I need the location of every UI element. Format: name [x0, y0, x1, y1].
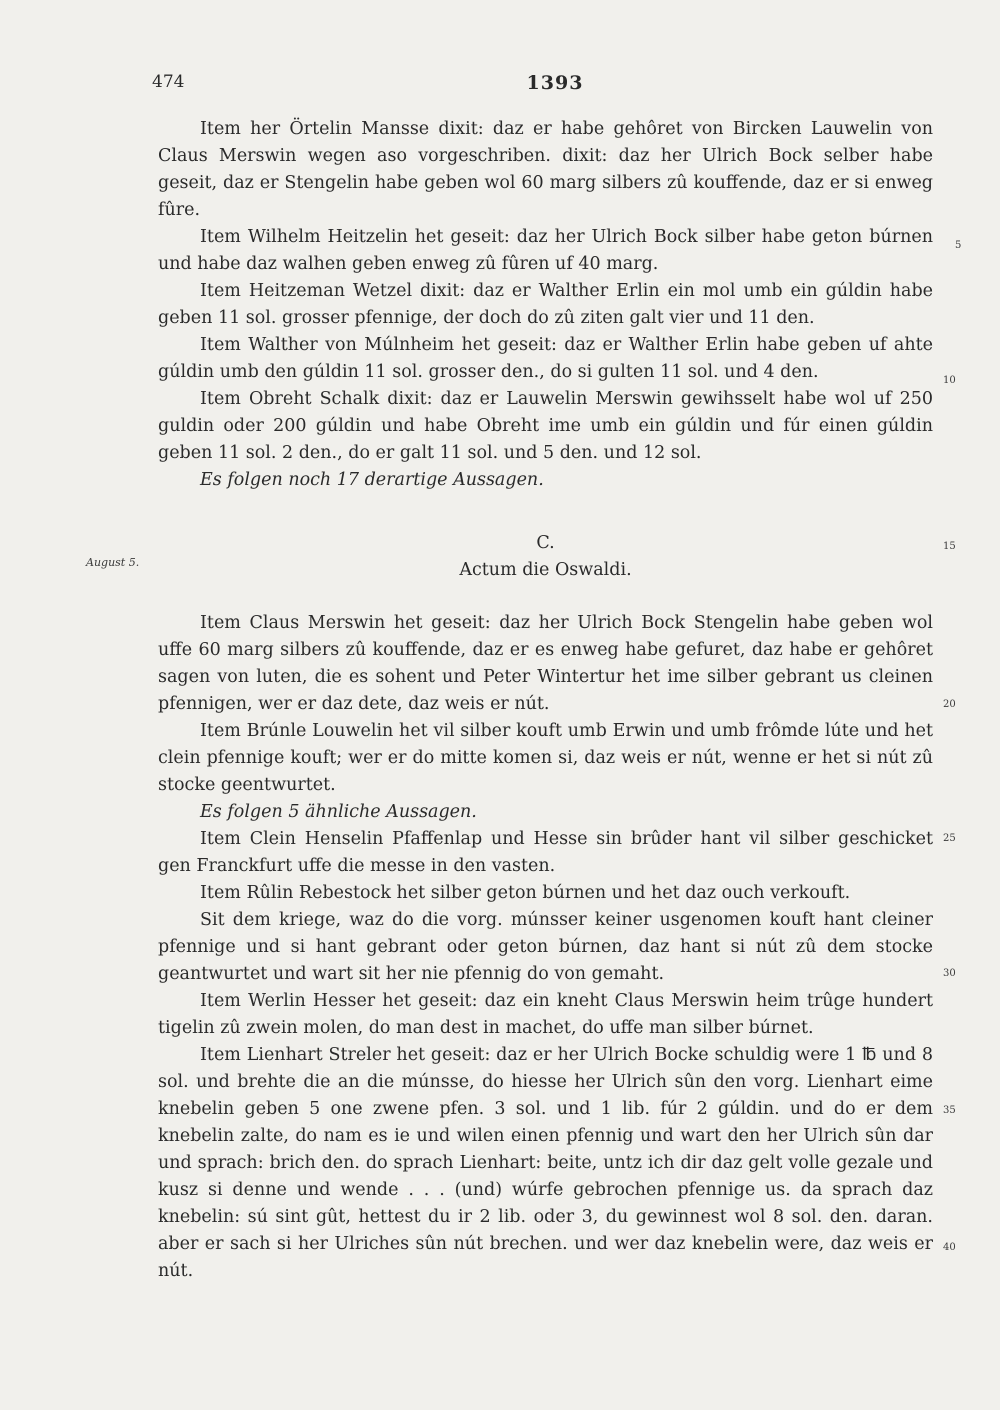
section-letter: C.: [536, 533, 555, 553]
running-head-year: 1393: [526, 72, 584, 94]
line-number: 5: [955, 240, 962, 251]
paragraph: Item Lienhart Streler het geseit: daz er her Ulrich Bocke schuldig were 1 ℔ und 8 sol. und brehte die an die múnsse, do hiesse her Ulrich sûn den vorg. Lienhart eime knebelin geben 5 one zwene pfen. 3 sol. und 1 lib. fúr 2 gúldin. und do er dem knebelin zalte, do nam es ie und wilen einen pfennig und wart den her Ulrich sûn dar und sprach: brich den. do sprach Lienhart: beite, untz ich dir daz gelt volle gezale und kusz si denne und wende . . . (und) wúrfe gebrochen pfennige us. da sprach daz knebelin: sú sint gût, hettest du ir 2 lib. oder 3, du gewinnest wol 8 sol. den. daran. aber er sach si her Ulriches sûn nút brechen. und wer daz knebelin were, daz weis er nút.: [158, 1045, 933, 1281]
margin-date: August 5.: [86, 556, 140, 569]
line-number: 30: [943, 968, 956, 979]
editorial-note: Es folgen noch 17 derartige Aussagen.: [200, 470, 544, 490]
paragraph: Item Wilhelm Heitzelin het geseit: daz her Ulrich Bock silber habe geton búrnen und habe daz walhen geben enweg zû fûren uf 40 marg.: [158, 227, 933, 274]
text-block-c: [158, 610, 933, 1285]
paragraph: Item her Örtelin Mansse dixit: daz er habe gehôret von Bircken Lauwelin von Claus Merswin wegen aso vorgeschriben. dixit: daz her Ulrich Bock selber habe geseit, daz er Stengelin habe geben wol 60 marg silbers zû kouffende, daz er si enweg fûre.: [158, 119, 933, 220]
text-block-a: [158, 116, 933, 494]
paragraph: Item Brúnle Louwelin het vil silber kouft umb Erwin und umb frômde lúte und het clein pfennige kouft; wer er do mitte komen si, daz weis er nút, wenne er het si nút zû stocke geentwurtet.: [158, 721, 933, 795]
line-number: 40: [943, 1242, 956, 1253]
paragraph: Sit dem kriege, waz do die vorg. múnsser keiner usgenomen kouft hant cleiner pfennige und si hant gebrant oder geton búrnen, daz hant si nút zû dem stocke geantwurtet und wart sit her nie pfennig do von gemaht.: [158, 910, 933, 984]
line-number: 10: [943, 375, 956, 386]
editorial-note: Es folgen 5 ähnliche Aussagen.: [200, 802, 477, 822]
line-number: 20: [943, 699, 956, 710]
paragraph: Item Clein Henselin Pfaffenlap und Hesse sin brûder hant vil silber geschicket gen Franckfurt uffe die messe in den vasten.: [158, 829, 933, 876]
section-title: Actum die Oswaldi.: [459, 560, 632, 580]
line-number: 25: [943, 833, 956, 844]
line-number: 35: [943, 1105, 956, 1116]
line-number: 15: [943, 541, 956, 552]
paragraph: Item Rûlin Rebestock het silber geton búrnen und het daz ouch verkouft.: [200, 883, 851, 903]
paragraph: Item Obreht Schalk dixit: daz er Lauwelin Merswin gewihsselt habe wol uf 250 guldin oder 200 gúldin und habe Obreht ime umb ein gúldin und fúr einen gúldin geben 11 sol. 2 den., do er galt 11 sol. und 5 den. und 12 sol.: [158, 389, 933, 463]
section-heading: [158, 530, 933, 584]
page-number: 474: [152, 72, 185, 92]
paragraph: Item Claus Merswin het geseit: daz her Ulrich Bock Stengelin habe geben wol uffe 60 marg silbers zû kouffende, daz er es enweg habe gefuret, daz habe er gehôret sagen von luten, die es sohent und Peter Wintertur het ime silber gebrant us cleinen pfennigen, wer er daz dete, daz weis er nút.: [158, 613, 933, 714]
paragraph: Item Werlin Hesser het geseit: daz ein kneht Claus Merswin heim trûge hundert tigelin zû zwein molen, do man dest in machet, do uffe man silber búrnet.: [158, 991, 933, 1038]
paragraph: Item Walther von Múlnheim het geseit: daz er Walther Erlin habe geben uf ahte gúldin umb den gúldin 11 sol. grosser den., do si gulten 11 sol. und 4 den.: [158, 335, 933, 382]
paragraph: Item Heitzeman Wetzel dixit: daz er Walther Erlin ein mol umb ein gúldin habe geben 11 sol. grosser pfennige, der doch do zû ziten galt vier und 11 den.: [158, 281, 933, 328]
